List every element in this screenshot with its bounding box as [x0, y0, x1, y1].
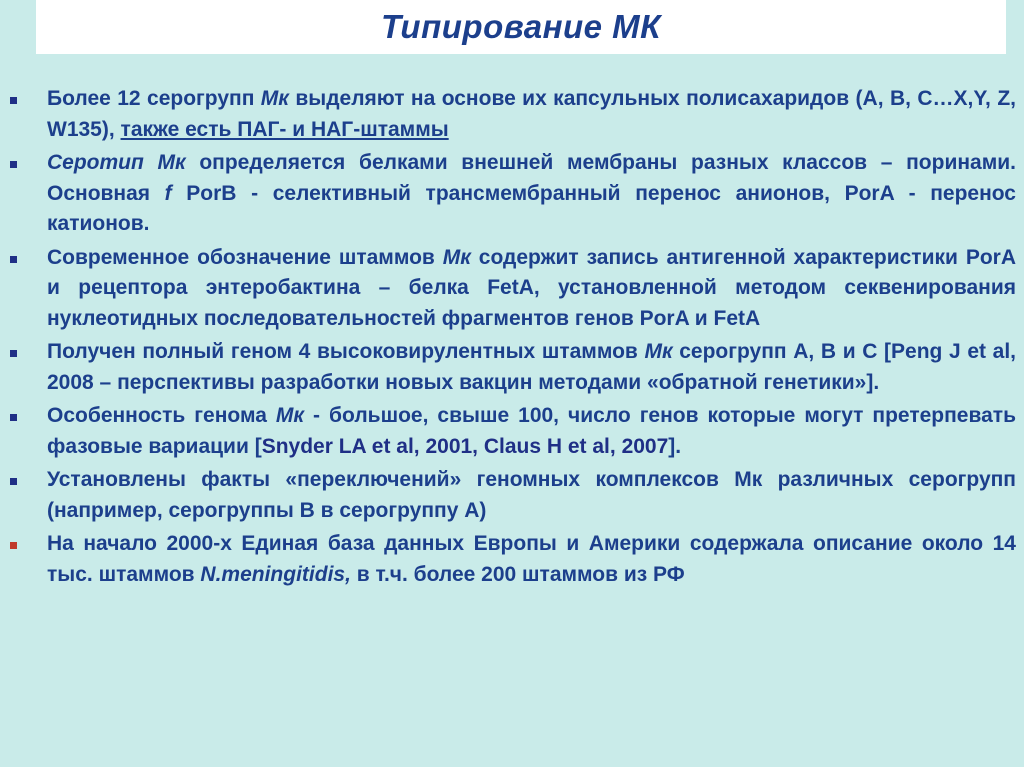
bullet-text: На начало 2000-х Единая база данных Европы и Америки содержала описание около 14 тыс. штаммов N.meningitidis, в т.ч. более 200 штаммов из РФ — [47, 532, 1016, 586]
square-bullet-icon — [10, 478, 17, 485]
bullet-item-2 — [0, 148, 1024, 240]
bullet-text: Особенность генома Мк - большое, свыше 100, число генов которые могут претерпевать фазовые вариации [Snyder LA et al, 2001, Claus H et al, 2007]. — [47, 404, 1016, 458]
bullet-text: Современное обозначение штаммов Мк содержит запись антигенной характеристики PorA и рецептора энтеробактина – белка FetA, установленной методом секвенирования нуклеотидных последовательностей фрагментов генов PorA и FetA — [47, 245, 1017, 330]
square-bullet-icon — [10, 256, 17, 263]
square-bullet-icon — [10, 414, 17, 421]
slide-title: Типирование МК — [381, 8, 661, 45]
square-bullet-icon — [10, 350, 17, 357]
bullet-text: Получен полный геном 4 высоковирулентных штаммов Мк серогрупп A, B и C [Peng J et al, 2008 – перспективы разработки новых вакцин методами «обратной генетики»]. — [47, 340, 1016, 394]
bullet-item-3 — [0, 243, 1024, 335]
square-bullet-icon — [10, 161, 17, 168]
bullet-item-1 — [0, 84, 1024, 145]
title-box — [36, 0, 1006, 54]
bullet-text: Более 12 серогрупп Мк выделяют на основе их капсульных полисахаридов (A, B, C…X,Y, Z, W135), также есть ПАГ- и НАГ-штаммы — [47, 87, 1016, 141]
bullet-item-6 — [0, 465, 1024, 526]
square-bullet-icon — [10, 542, 17, 549]
bullet-list — [0, 84, 1024, 593]
bullet-item-5 — [0, 401, 1024, 462]
bullet-item-4 — [0, 337, 1024, 398]
bullet-text: Серотип Мк определяется белками внешней мембраны разных классов – поринами. Основная f PorB - селективный трансмембранный перенос анионов, PorA - перенос катионов. — [47, 151, 1016, 235]
bullet-item-7 — [0, 529, 1024, 590]
bullet-text: Установлены факты «переключений» геномных комплексов Мк различных серогрупп (например, серогруппы В в серогруппу А) — [47, 468, 1016, 522]
square-bullet-icon — [10, 97, 17, 104]
